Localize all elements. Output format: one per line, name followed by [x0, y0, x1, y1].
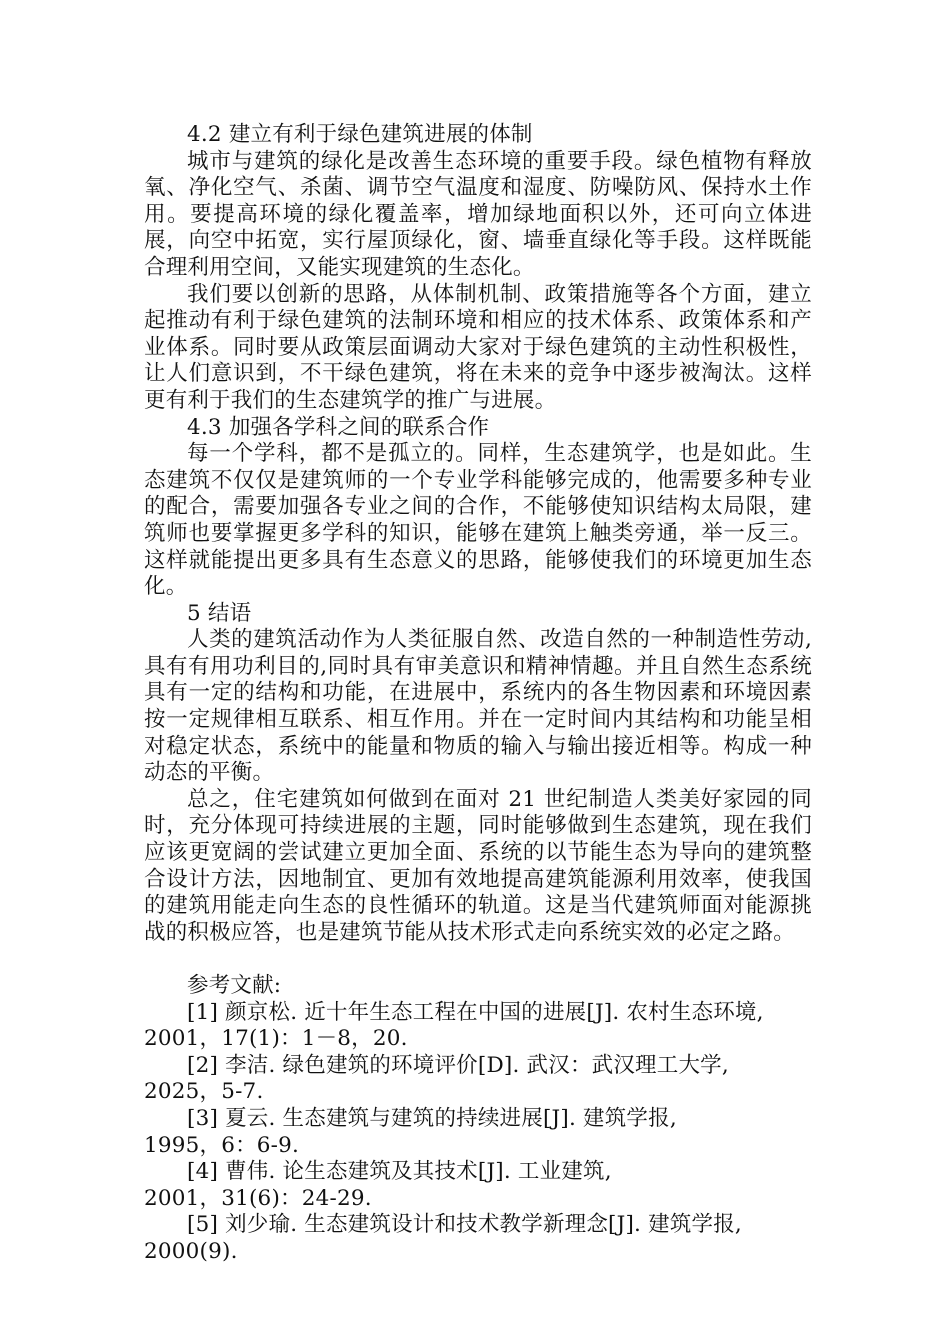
- paragraph-disciplines: 每一个学科，都不是孤立的。同样，生态建筑学，也是如此。生态建筑不仅仅是建筑师的一个专业学科能够完成的，他需要多种专业的配合，需要加强各专业之间的合作，不能够使知识结构太局限，建筑师也要掌握更多学科的知识，能够在建筑上触类旁通，举一反三。这样就能提出更多具有生态意义的思路，能够使我们的环境更加生态化。: [144, 441, 812, 600]
- section-heading-conclusion: 5 结语: [187, 600, 252, 626]
- reference-source: 2025，5-7.: [144, 1079, 264, 1105]
- reference-item-4: [144, 1159, 812, 1212]
- reference-text: [2] 李洁. 绿色建筑的环境评价[D]. 武汉：武汉理工大学,: [187, 1052, 729, 1078]
- reference-text: [4] 曹伟. 论生态建筑及其技术[J]. 工业建筑,: [187, 1159, 612, 1185]
- document-page: [144, 122, 812, 1266]
- reference-text: [5] 刘少瑜. 生态建筑设计和技术教学新理念[J]. 建筑学报,: [187, 1212, 742, 1238]
- reference-text: [3] 夏云. 生态建筑与建筑的持续进展[J]. 建筑学报,: [187, 1105, 677, 1131]
- paragraph-greening: 城市与建筑的绿化是改善生态环境的重要手段。绿色植物有释放氧、净化空气、杀菌、调节空气温度和湿度、防噪防风、保持水土作用。要提高环境的绿化覆盖率，增加绿地面积以外，还可向立体进展，向空中拓宽，实行屋顶绿化，窗、墙垂直绿化等手段。这样既能合理利用空间，又能实现建筑的生态化。: [144, 148, 812, 280]
- paragraph-summary: 总之，住宅建筑如何做到在面对 21 世纪制造人类美好家园的同时，充分体现可持续进展的主题，同时能够做到生态建筑，现在我们应该更宽阔的尝试建立更加全面、系统的以节能生态为导向的建筑整合设计方法，因地制宜、更加有效地提高建筑能源利用效率，使我国的建筑用能走向生态的良性循环的轨道。这是当代建筑师面对能源挑战的积极应答，也是建筑节能从技术形式走向系统实效的必定之路。: [144, 786, 812, 945]
- paragraph-innovation: 我们要以创新的思路，从体制机制、政策措施等各个方面，建立起推动有利于绿色建筑的法制环境和相应的技术体系、政策体系和产业体系。同时要从政策层面调动大家对于绿色建筑的主动性积极性，让人们意识到，不干绿色建筑，将在未来的竞争中逐步被淘汰。这样更有利于我们的生态建筑学的推广与进展。: [144, 281, 812, 413]
- reference-source: 1995，6：6-9.: [144, 1132, 300, 1158]
- spacer: [144, 946, 812, 973]
- reference-item-1: [144, 1000, 812, 1053]
- reference-source: 2000(9).: [144, 1238, 238, 1264]
- section-heading-4-3: 4.3 加强各学科之间的联系合作: [187, 414, 490, 440]
- reference-source: 2001，31(6)：24-29.: [144, 1185, 372, 1211]
- reference-item-5: [144, 1212, 812, 1265]
- reference-text: [1] 颜京松. 近十年生态工程在中国的进展[J]. 农村生态环境,: [187, 999, 764, 1025]
- section-heading-4-2: 4.2 建立有利于绿色建筑进展的体制: [187, 122, 533, 147]
- references-title: 参考文献:: [187, 973, 282, 998]
- reference-item-2: [144, 1053, 812, 1106]
- reference-item-3: [144, 1106, 812, 1159]
- reference-source: 2001，17(1)：1－8，20.: [144, 1026, 408, 1052]
- paragraph-human-activity: 人类的建筑活动作为人类征服自然、改造自然的一种制造性劳动,具有有用功利目的,同时具有审美意识和精神情趣。并且自然生态系统具有一定的结构和功能，在进展中，系统内的各生物因素和环境因素按一定规律相互联系、相互作用。并在一定时间内其结构和功能呈相对稳定状态，系统中的能量和物质的输入与输出接近相等。构成一种动态的平衡。: [144, 627, 812, 786]
